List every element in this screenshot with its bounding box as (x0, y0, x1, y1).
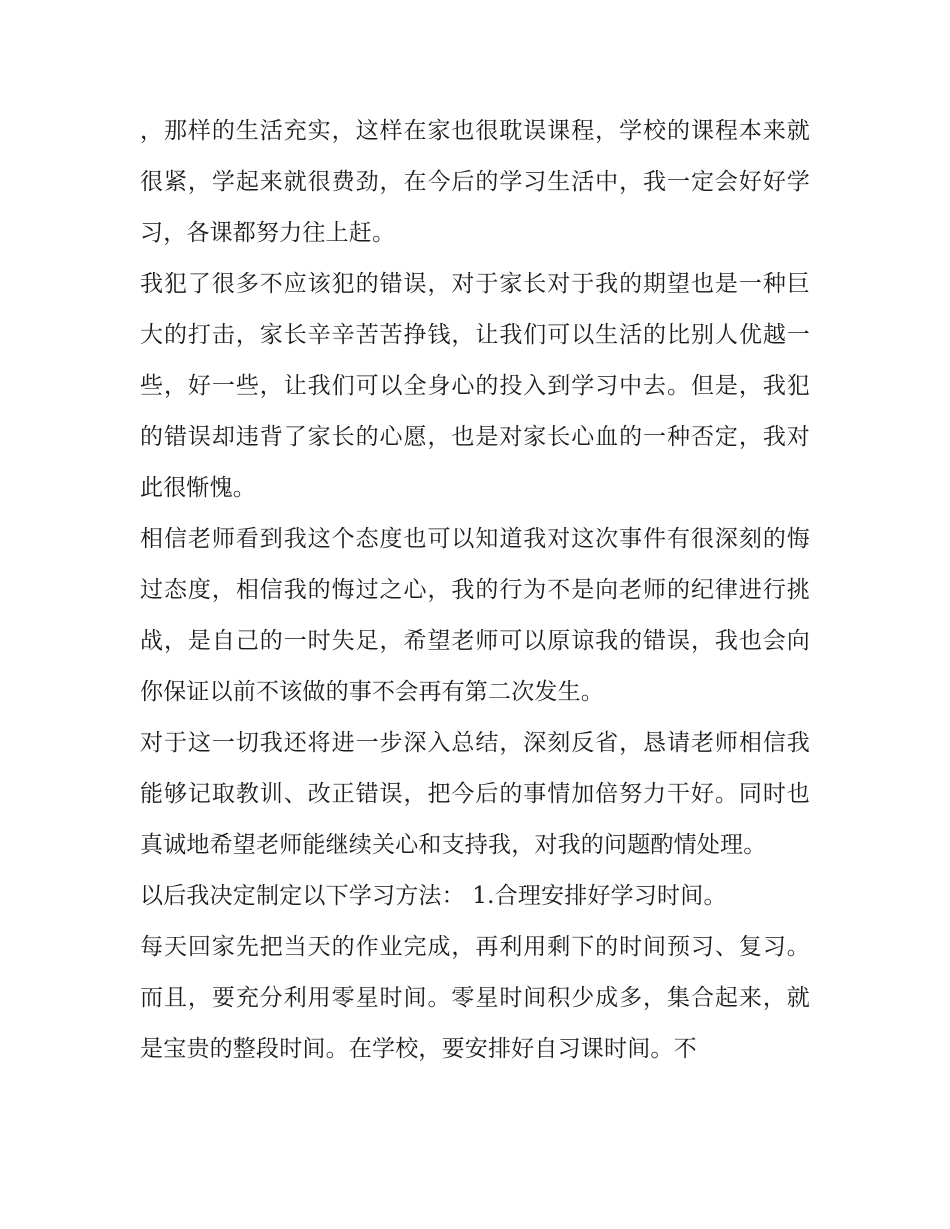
paragraph-5: 以后我决定制定以下学习方法： 1.合理安排好学习时间。 (140, 883, 727, 909)
paragraph-2: 我犯了很多不应该犯的错误，对于家长对于我的期望也是一种巨大的打击，家长辛辛苦苦挣钱，让我们可以生活的比别人优越一些，好一些，让我们可以全身心的投入到学习中去。但是，我犯的错误却违背了家长的心愿，也是对家长心血的一种否定，我对此很惭愧。 (140, 271, 810, 501)
paragraph-6: 每天回家先把当天的作业完成，再利用剩下的时间预习、复习。而且，要充分利用零星时间。零星时间积少成多，集合起来，就是宝贵的整段时间。在学校，要安排好自习课时间。不 (140, 934, 810, 1062)
paragraph-3: 相信老师看到我这个态度也可以知道我对这次事件有很深刻的悔过态度，相信我的悔过之心，我的行为不是向老师的纪律进行挑战，是自己的一时失足，希望老师可以原谅我的错误，我也会向你保证以前不该做的事不会再有第二次发生。 (140, 526, 810, 705)
paragraph-1: ，那样的生活充实，这样在家也很耽误课程，学校的课程本来就很紧，学起来就很费劲，在今后的学习生活中，我一定会好好学习，各课都努力往上赶。 (140, 118, 810, 246)
paragraph-4: 对于这一切我还将进一步深入总结，深刻反省，恳请老师相信我能够记取教训、改正错误，把今后的事情加倍努力干好。同时也真诚地希望老师能继续关心和支持我，对我的问题酌情处理。 (140, 730, 810, 858)
document-body (140, 106, 810, 1075)
